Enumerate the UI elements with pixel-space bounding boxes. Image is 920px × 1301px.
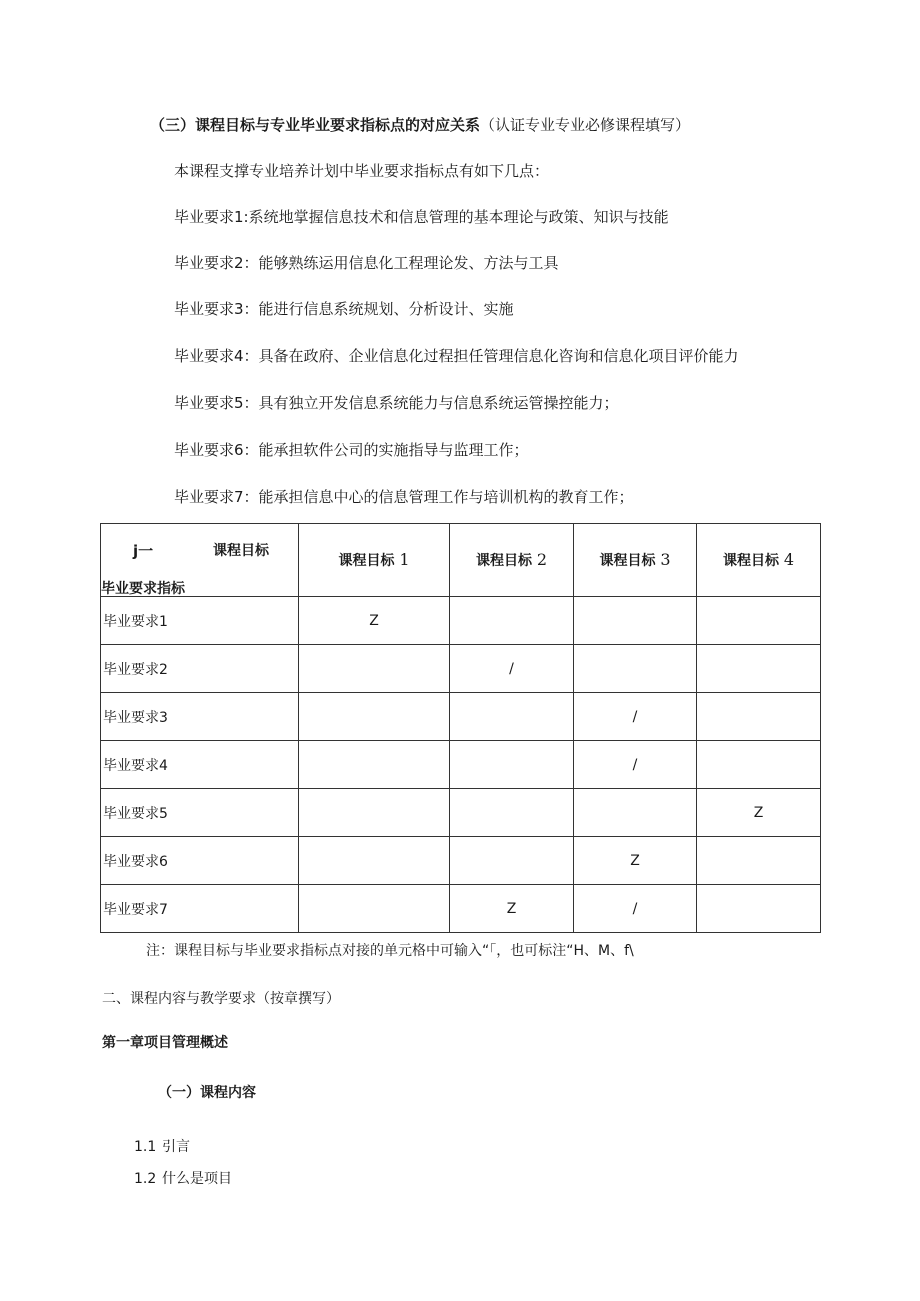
requirement-4: 毕业要求4：具备在政府、企业信息化过程担任管理信息化咨询和信息化项目评价能力 (174, 347, 739, 365)
table-cell: / (450, 645, 574, 693)
table-cell: / (574, 693, 697, 741)
item-number: 1.2 (134, 1171, 157, 1187)
table-header-row (101, 524, 821, 597)
row-label: 毕业要求2 (101, 645, 299, 693)
requirement-1: 毕业要求1:系统地掌握信息技术和信息管理的基本理论与政策、知识与技能 (174, 208, 669, 226)
table-row (101, 597, 821, 645)
table-corner-cell (101, 524, 299, 597)
item-number: 1.1 (134, 1139, 157, 1155)
chapter-1-title: 第一章项目管理概述 (102, 1035, 228, 1051)
table-cell: Z (450, 885, 574, 933)
requirement-3: 毕业要求3：能进行信息系统规划、分析设计、实施 (174, 300, 514, 318)
header-goal-2: 课程目标 2 (450, 524, 574, 597)
table-cell: Z (574, 837, 697, 885)
table-cell (697, 885, 821, 933)
corner-top-left: j一 (133, 542, 154, 560)
table-cell (299, 885, 450, 933)
requirement-5: 毕业要求5：具有独立开发信息系统能力与信息系统运管操控能力； (174, 394, 619, 412)
row-label: 毕业要求6 (101, 837, 299, 885)
row-label: 毕业要求4 (101, 741, 299, 789)
table-cell: Z (299, 597, 450, 645)
section-heading (150, 114, 690, 135)
table-cell (450, 597, 574, 645)
row-label: 毕业要求3 (101, 693, 299, 741)
table-row (101, 789, 821, 837)
table-cell (697, 645, 821, 693)
table-cell (450, 741, 574, 789)
row-label: 毕业要求7 (101, 885, 299, 933)
table-cell: / (574, 741, 697, 789)
mapping-table (100, 523, 821, 933)
list-item (134, 1136, 190, 1156)
intro-paragraph: 本课程支撑专业培养计划中毕业要求指标点有如下几点： (174, 162, 550, 180)
section-heading-bold: （三）课程目标与专业毕业要求指标点的对应关系 (150, 116, 481, 134)
table-row (101, 645, 821, 693)
table-row (101, 837, 821, 885)
table-cell (450, 693, 574, 741)
table-cell (697, 837, 821, 885)
list-item (134, 1168, 232, 1188)
table-cell (450, 789, 574, 837)
header-goal-4: 课程目标 4 (697, 524, 821, 597)
row-label: 毕业要求5 (101, 789, 299, 837)
requirement-6: 毕业要求6：能承担软件公司的实施指导与监理工作； (174, 441, 529, 459)
table-cell (574, 645, 697, 693)
header-goal-1: 课程目标 1 (299, 524, 450, 597)
table-cell (299, 645, 450, 693)
table-cell (450, 837, 574, 885)
table-cell (299, 837, 450, 885)
table-cell (697, 597, 821, 645)
requirement-2: 毕业要求2：能够熟练运用信息化工程理论发、方法与工具 (174, 254, 559, 272)
section-heading-note: （认证专业专业必修课程填写） (480, 116, 691, 134)
table-cell (697, 741, 821, 789)
table-note: 注：课程目标与毕业要求指标点对接的单元格中可输入“「，也可标注“H、M、f\ (146, 943, 634, 959)
table-cell (299, 789, 450, 837)
corner-bottom-left: 毕业要求指标 (101, 581, 185, 597)
table-cell (574, 597, 697, 645)
item-text: 引言 (162, 1139, 190, 1155)
requirement-7: 毕业要求7：能承担信息中心的信息管理工作与培训机构的教育工作； (174, 488, 634, 506)
corner-top-right: 课程目标 (213, 543, 269, 559)
table-cell: Z (697, 789, 821, 837)
table-cell (697, 693, 821, 741)
item-text: 什么是项目 (162, 1171, 232, 1187)
table-row (101, 885, 821, 933)
header-goal-3: 课程目标 3 (574, 524, 697, 597)
table-cell (299, 693, 450, 741)
row-label: 毕业要求1 (101, 597, 299, 645)
table-row (101, 693, 821, 741)
table-cell (574, 789, 697, 837)
table-row (101, 741, 821, 789)
table-cell (299, 741, 450, 789)
table-cell: / (574, 885, 697, 933)
subsection-course-content: （一）课程内容 (158, 1085, 256, 1101)
section-2-title: 二、课程内容与教学要求（按章撰写） (102, 991, 340, 1007)
